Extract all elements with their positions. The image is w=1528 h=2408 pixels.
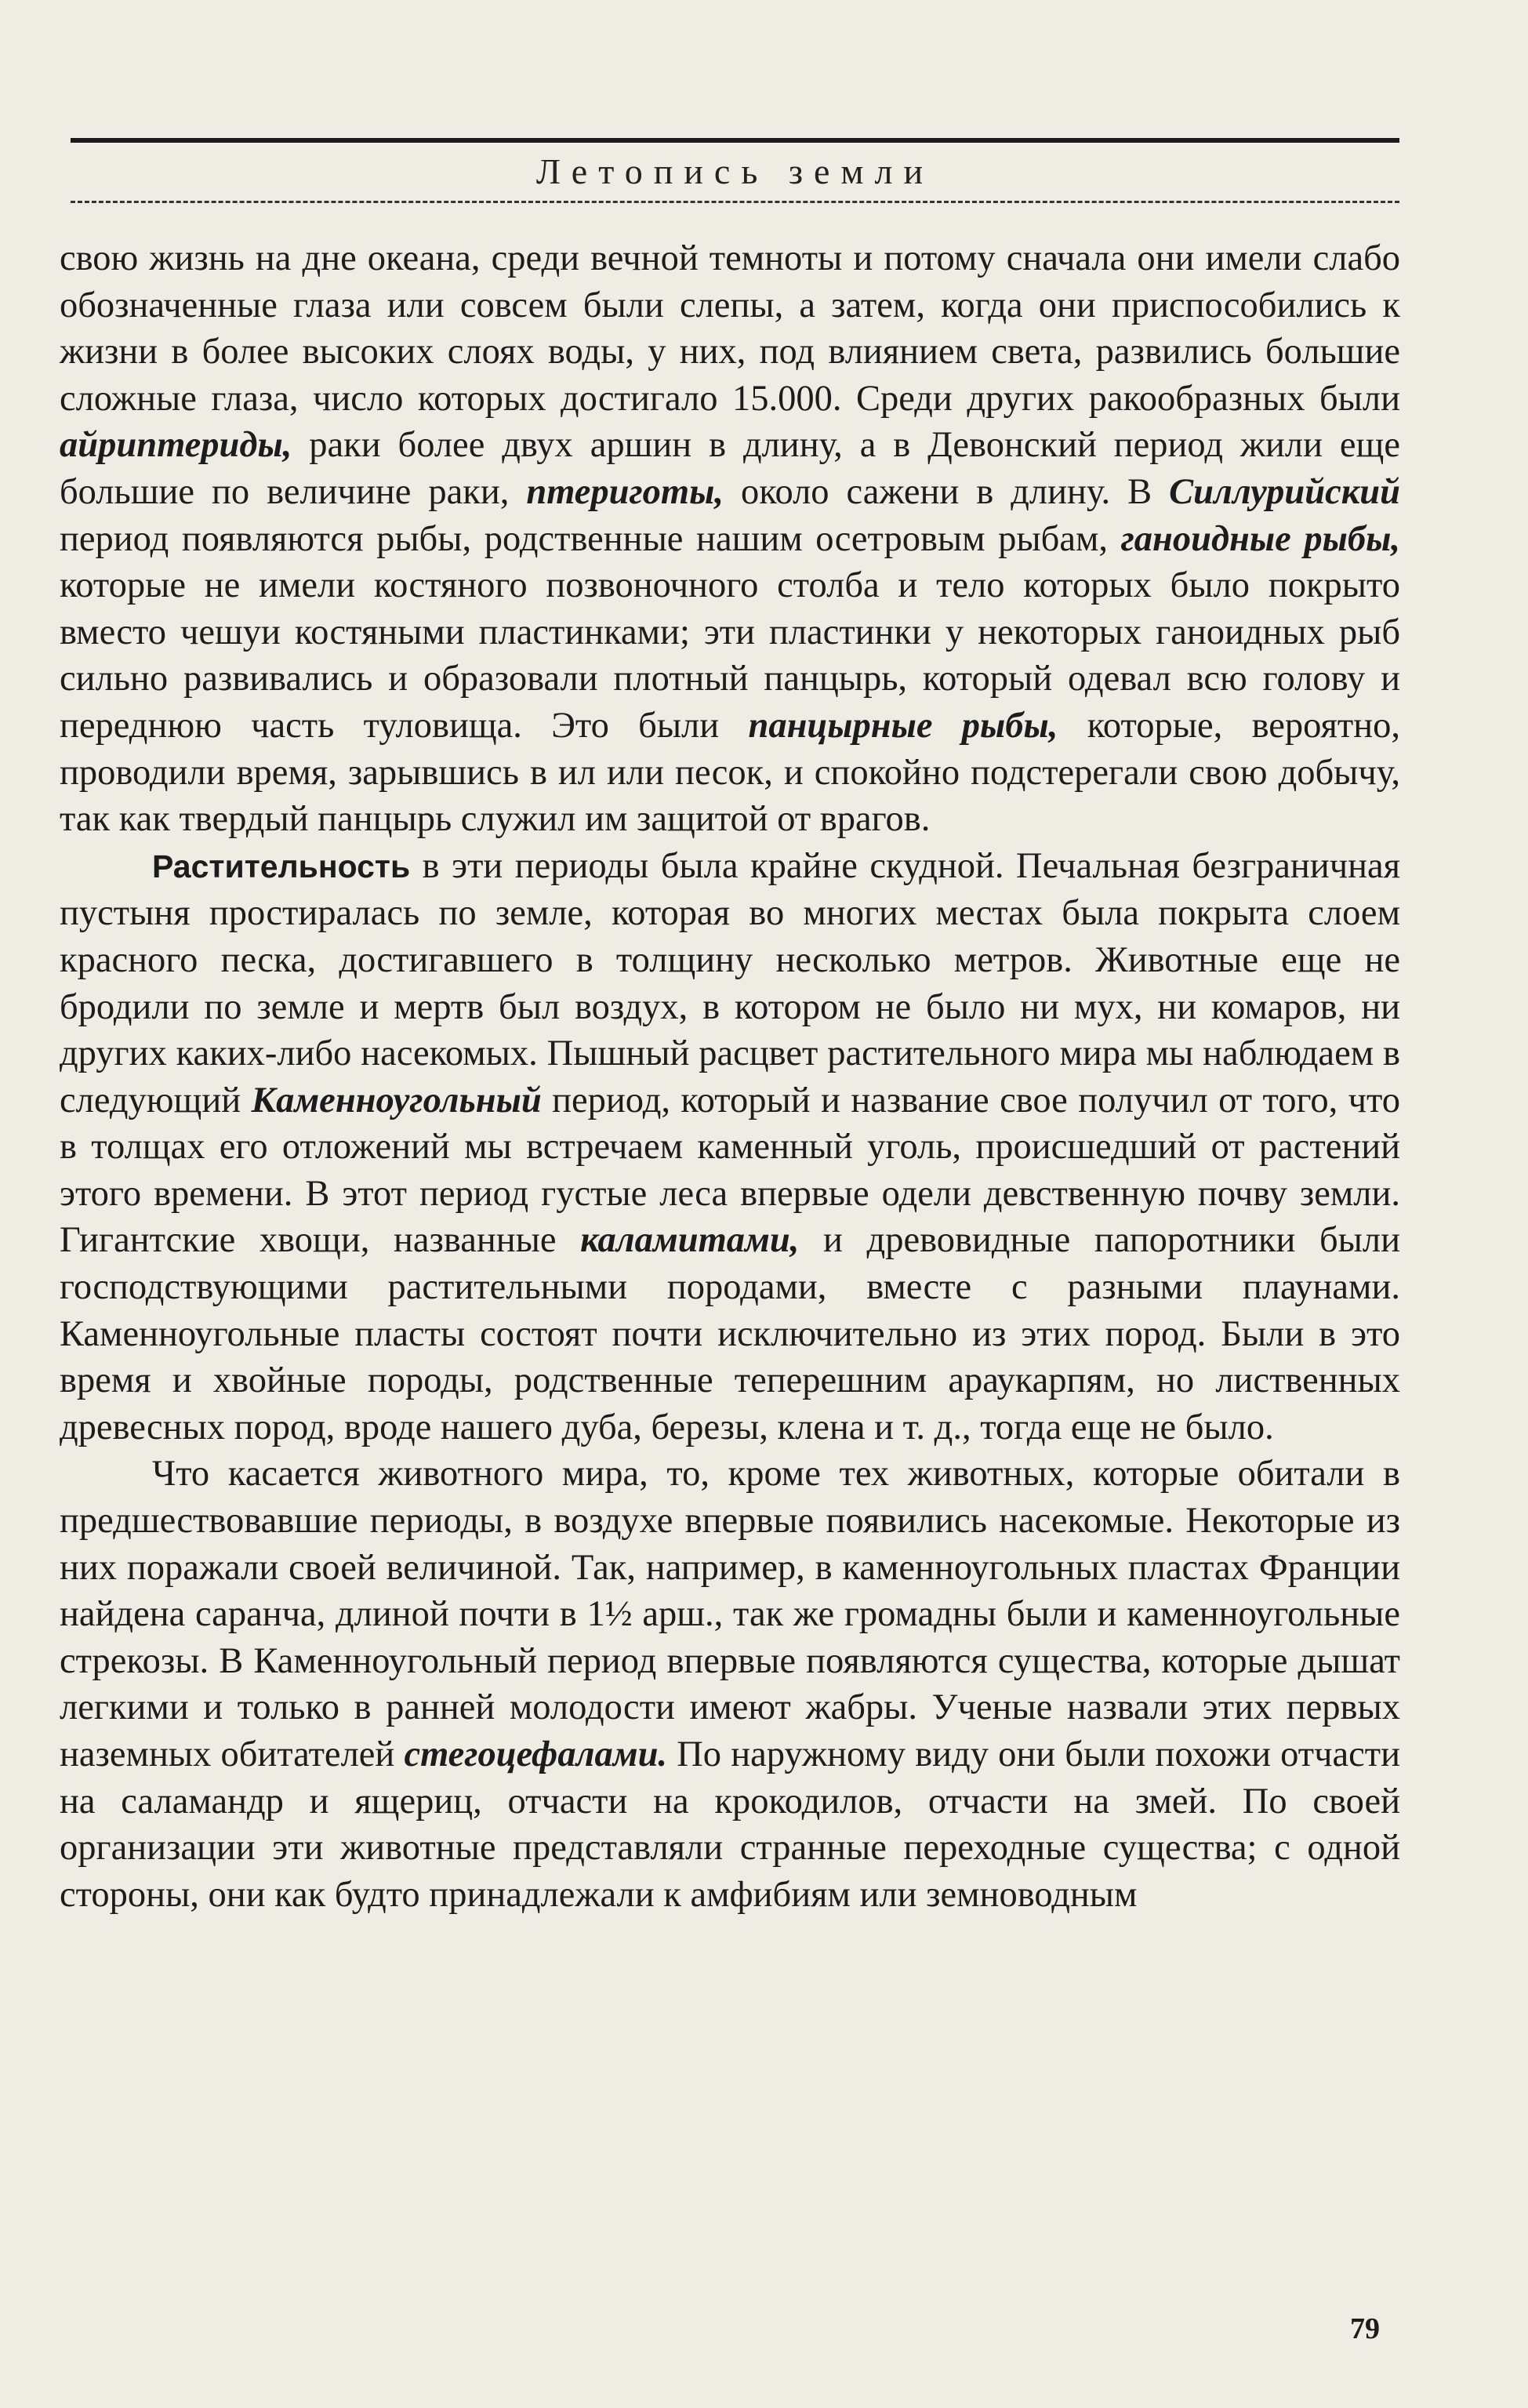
paragraph-1-text-e: которые не имели костяного позвоночного столба и тело которых было покрыто вместо чешуи костяными пластинками; эти пластинки у некоторых ганоидных рыб сильно развивались и образовали плотный панцырь, который одевал всю голову и переднюю часть туловища. Это были	[60, 565, 1400, 746]
term-calamites: каламитами,	[580, 1220, 800, 1261]
paragraph-3-text-b: По наружному виду они были похожи отчасти на саламандр и ящериц, отчасти на крокодилов, отчасти на змей. По своей организации эти животные представляли странные переходные существа; с одной стороны, они как будто принадлежали к амфибиям или земноводным	[60, 1734, 1400, 1915]
paragraph-3-text-a: Что касается животного мира, то, кроме тех животных, которые обитали в предшествовавшие периоды, в воздухе впервые появились насекомые. Некоторые из них поражали своей величиной. Так, например, в каменноугольных пластах Франции найдена саранча, длиной почти в 1½ арш., так же громадны были и каменноугольные стрекозы. В Каменноугольный период впервые появляются существа, которые дышат легкими и только в ранней молодости имеют жабры. Ученые назвали этих первых наземных обитателей	[60, 1454, 1400, 1774]
term-carboniferous: Каменноугольный	[251, 1080, 542, 1120]
term-armored-fish: панцырные рыбы,	[748, 705, 1058, 746]
paragraph-1-text-b: раки более двух аршин в длину, а в Девонский период жили еще большие по величине раки,	[60, 425, 1400, 512]
term-pterygota: птериготы,	[526, 471, 724, 512]
paragraph-1-text-f: которые, вероятно, проводили время, зарывшись в ил или песок, и спокойно подстерегали свою добычу, так как твердый панцырь служил им защитой от врагов.	[60, 705, 1400, 840]
header-rule-top	[71, 138, 1399, 143]
paragraph-1-text-d: период появляются рыбы, родственные нашим осетровым рыбам,	[60, 518, 1121, 559]
term-stegocephalians: стегоцефалами.	[404, 1734, 668, 1774]
term-silurian: Силлурийский	[1169, 471, 1400, 512]
body-text	[60, 235, 1400, 1918]
paragraph-3	[60, 1451, 1400, 1918]
paragraph-2	[60, 843, 1400, 1451]
paragraph-1-text-a: свою жизнь на дне океана, среди вечной темноты и потому сначала они имели слабо обозначенные глаза или совсем были слепы, а затем, когда они приспособились к жизни в более высоких слоях воды, у них, под влиянием света, развились большие сложные глаза, число которых достигало 15.000. Среди других ракообразных были	[60, 238, 1400, 419]
term-ganoid-fish: ганоидные рыбы,	[1120, 518, 1400, 559]
paragraph-1	[60, 235, 1400, 843]
heading-vegetation: Растительность	[152, 848, 411, 884]
header-rule-bottom	[71, 201, 1399, 203]
term-aypterida: айриптериды,	[60, 425, 292, 466]
paragraph-1-text-c: около сажени в длину. В	[723, 471, 1170, 512]
paragraph-2-text-a: в эти периоды была крайне скудной. Печальная безграничная пустыня простиралась по земле, которая во многих местах была покрыта слоем красного песка, достигавшего в толщину несколько метров. Животные еще не бродили по земле и мертв был воздух, в котором не было ни мух, ни комаров, ни других каких-либо насекомых. Пышный расцвет растительного мира мы наблюдаем в следующий	[60, 845, 1400, 1120]
page-number: 79	[1350, 2312, 1380, 2345]
paragraph-2-text-b: период, который и название свое получил от того, что в толщах его отложений мы встречаем каменный уголь, происшедший от растений этого времени. В этот период густые леса впервые одели девственную почву земли. Гигантские хвощи, названные	[60, 1080, 1401, 1261]
running-head: Летопись земли	[535, 151, 935, 191]
paragraph-2-text-c: и древовидные папоротники были господствующими растительными породами, вместе с разными плаунами. Каменноугольные пласты состоят почти исключительно из этих пород. Были в это время и хвойные породы, родственные теперешним араукарпям, но лиственных древесных пород, вроде нашего дуба, березы, клена и т. д., тогда еще не было.	[60, 1220, 1400, 1447]
